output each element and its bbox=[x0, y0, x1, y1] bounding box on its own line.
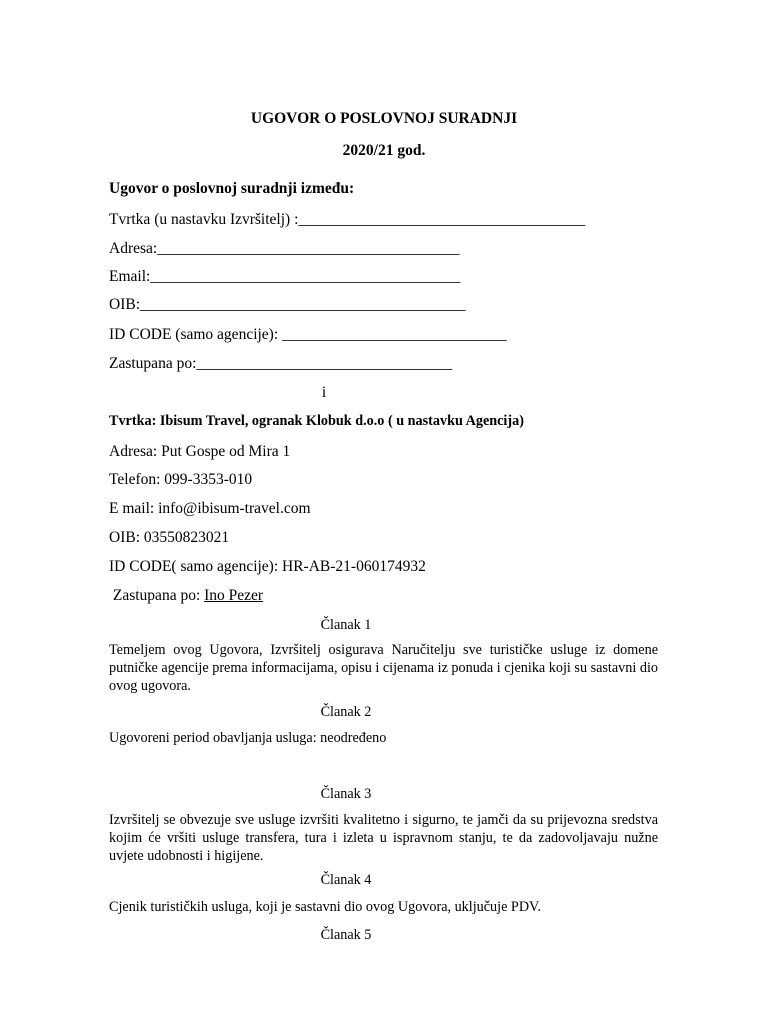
party1-company-field: Tvrtka (u nastavku Izvršitelj) :_____________________________________ bbox=[109, 211, 586, 228]
party2-represented-label: Zastupana po: bbox=[109, 587, 205, 604]
article-3-text: Izvršitelj se obvezuje sve usluge izvršiti kvalitetno i sigurno, te jamči da su prijevozna sredstva kojim će vršiti usluge transfera, tura i izleta u ispravnom stanju, te da zadovoljavaju nužne uvjete udobnosti i higijene. bbox=[109, 812, 658, 864]
party1-idcode-field: ID CODE (samo agencije): _____________________________ bbox=[109, 326, 507, 343]
party2-oib: OIB: 03550823021 bbox=[109, 529, 230, 546]
party1-oib-field: OIB:__________________________________________ bbox=[109, 296, 466, 313]
party1-represented-field: Zastupana po:_________________________________ bbox=[109, 355, 453, 372]
article-5-heading: Članak 5 bbox=[320, 927, 372, 943]
document-subtitle: 2020/21 god. bbox=[342, 142, 426, 159]
party2-address: Adresa: Put Gospe od Mira 1 bbox=[109, 443, 291, 460]
document-title: UGOVOR O POSLOVNOJ SURADNJI bbox=[250, 110, 518, 127]
article-1-text: Temeljem ovog Ugovora, Izvršitelj osigurava Naručitelju sve turističke usluge iz domene putničke agencije prema informacijama, opisu i cijenama iz ponuda i cjenika koji su sastavni dio ovog ugovora. bbox=[109, 642, 658, 694]
party2-company: Tvrtka: Ibisum Travel, ogranak Klobuk d.o.o ( u nastavku Agencija) bbox=[109, 413, 524, 429]
intro-line: Ugovor o poslovnoj suradnji između: bbox=[109, 180, 355, 197]
conjunction: i bbox=[321, 384, 327, 401]
party2-email: E mail: info@ibisum-travel.com bbox=[109, 500, 311, 517]
article-1-heading: Članak 1 bbox=[320, 617, 372, 633]
party2-represented-name: Ino Pezer bbox=[204, 587, 264, 604]
party2-phone: Telefon: 099-3353-010 bbox=[109, 471, 253, 488]
article-3-heading: Članak 3 bbox=[320, 786, 372, 802]
party1-address-field: Adresa:_______________________________________ bbox=[109, 240, 460, 257]
article-4-heading: Članak 4 bbox=[320, 872, 372, 888]
article-4-text: Cjenik turističkih usluga, koji je sastavni dio ovog Ugovora, uključuje PDV. bbox=[109, 899, 542, 915]
party2-idcode: ID CODE( samo agencije): HR-AB-21-060174932 bbox=[109, 558, 426, 575]
article-2-heading: Članak 2 bbox=[320, 704, 372, 720]
article-2-text: Ugovoreni period obavljanja usluga: neodređeno bbox=[109, 730, 387, 746]
party1-email-field: Email:________________________________________ bbox=[109, 268, 461, 285]
party2-represented bbox=[109, 587, 263, 605]
